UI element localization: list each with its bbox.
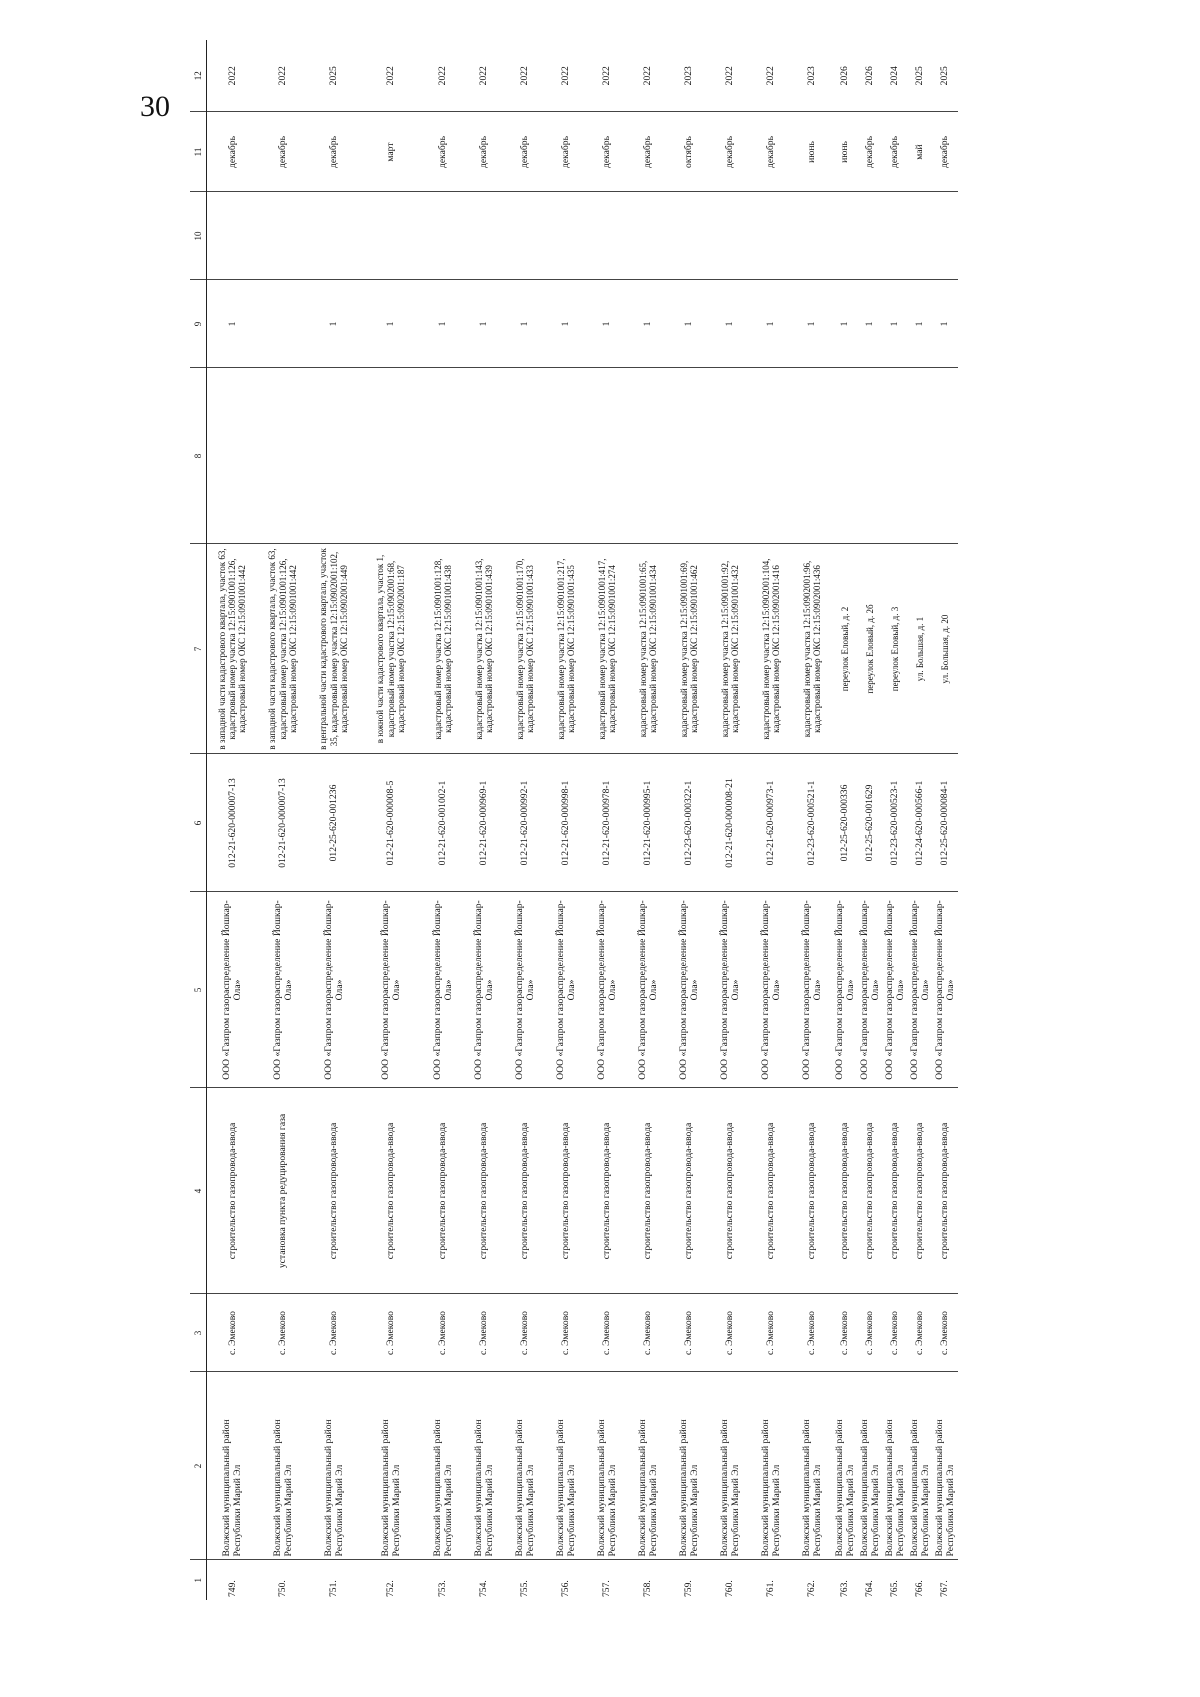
code-cell: 012-21-620-000008-21 xyxy=(710,754,751,892)
col9-cell: 1 xyxy=(546,280,587,368)
column-header: 4 xyxy=(190,1088,207,1294)
col9-cell: 1 xyxy=(710,280,751,368)
work-type-cell: строительство газопровода-ввода xyxy=(858,1088,883,1294)
year-cell: 2025 xyxy=(933,40,958,112)
organization-cell: ООО «Газпром газораспределение Йошкар-Ола» xyxy=(933,892,958,1088)
district-cell: Волжский муниципальный район Республики Марий Эл xyxy=(360,1372,423,1560)
col9-cell: 1 xyxy=(309,280,360,368)
col10-cell xyxy=(883,192,908,280)
year-cell: 2022 xyxy=(751,40,792,112)
month-cell: декабрь xyxy=(258,112,309,192)
col9-cell: 1 xyxy=(505,280,546,368)
col8-cell xyxy=(883,368,908,544)
month-cell: декабрь xyxy=(505,112,546,192)
work-type-cell: строительство газопровода-ввода xyxy=(309,1088,360,1294)
work-type-cell: строительство газопровода-ввода xyxy=(933,1088,958,1294)
village-cell: с. Эмеково xyxy=(309,1294,360,1372)
column-header: 2 xyxy=(190,1372,207,1560)
year-cell: 2023 xyxy=(792,40,833,112)
location-cell: ул. Большая, д. 1 xyxy=(908,544,933,754)
location-cell: кадастровый номер участка 12:15:0901001:128, кадастровый номер ОКС 12:15:0901001:438 xyxy=(423,544,464,754)
village-cell: с. Эмеково xyxy=(546,1294,587,1372)
col10-cell xyxy=(464,192,505,280)
column-header: 5 xyxy=(190,892,207,1088)
table-row xyxy=(933,40,958,1600)
village-cell: с. Эмеково xyxy=(883,1294,908,1372)
row-number: 762. xyxy=(806,1580,818,1597)
column-header: 6 xyxy=(190,754,207,892)
year-cell: 2025 xyxy=(309,40,360,112)
row-number: 766. xyxy=(914,1580,926,1597)
month-cell: декабрь xyxy=(464,112,505,192)
organization-cell: ООО «Газпром газораспределение Йошкар-Ола» xyxy=(751,892,792,1088)
page-number: 30 xyxy=(140,90,170,123)
code-cell: 012-21-620-000995-1 xyxy=(628,754,669,892)
row-number: 759. xyxy=(683,1580,695,1597)
organization-cell: ООО «Газпром газораспределение Йошкар-Ола» xyxy=(546,892,587,1088)
col10-cell xyxy=(423,192,464,280)
month-cell: июнь xyxy=(792,112,833,192)
month-cell: декабрь xyxy=(207,112,258,192)
table-row xyxy=(669,40,710,1600)
organization-cell: ООО «Газпром газораспределение Йошкар-Ола» xyxy=(669,892,710,1088)
month-cell: декабрь xyxy=(858,112,883,192)
row-number: 765. xyxy=(889,1580,901,1597)
table-row xyxy=(505,40,546,1600)
district-cell: Волжский муниципальный район Республики Марий Эл xyxy=(546,1372,587,1560)
village-cell: с. Эмеково xyxy=(669,1294,710,1372)
code-cell: 012-21-620-000969-1 xyxy=(464,754,505,892)
row-number: 755. xyxy=(519,1580,531,1597)
organization-cell: ООО «Газпром газораспределение Йошкар-Ола» xyxy=(258,892,309,1088)
organization-cell: ООО «Газпром газораспределение Йошкар-Ола» xyxy=(858,892,883,1088)
year-cell: 2022 xyxy=(207,40,258,112)
column-number-row xyxy=(190,40,207,1600)
month-cell: март xyxy=(360,112,423,192)
col9-cell: 1 xyxy=(587,280,628,368)
village-cell: с. Эмеково xyxy=(423,1294,464,1372)
location-cell: ул. Большая, д. 20 xyxy=(933,544,958,754)
code-cell: 012-21-620-000973-1 xyxy=(751,754,792,892)
col10-cell xyxy=(933,192,958,280)
work-type-cell: строительство газопровода-ввода xyxy=(505,1088,546,1294)
district-cell: Волжский муниципальный район Республики Марий Эл xyxy=(751,1372,792,1560)
location-cell: в западной части кадастрового квартала, участок 63, кадастровый номер участка 12:15:0901001:126, кадастровый номер ОКС 12:15:0901001:442 xyxy=(207,544,258,754)
month-cell: май xyxy=(908,112,933,192)
month-cell: июнь xyxy=(833,112,858,192)
row-number: 760. xyxy=(724,1580,736,1597)
organization-cell: ООО «Газпром газораспределение Йошкар-Ола» xyxy=(464,892,505,1088)
row-number: 757. xyxy=(601,1580,613,1597)
column-header: 11 xyxy=(190,112,207,192)
location-cell: кадастровый номер участка 12:15:0901001:92, кадастровый номер ОКС 12:15:0901001:432 xyxy=(710,544,751,754)
column-header: 12 xyxy=(190,40,207,112)
row-number: 750. xyxy=(277,1580,289,1597)
col8-cell xyxy=(833,368,858,544)
col9-cell xyxy=(258,280,309,368)
gas-pipeline-table xyxy=(190,40,958,1600)
district-cell: Волжский муниципальный район Республики Марий Эл xyxy=(933,1372,958,1560)
code-cell: 012-21-620-000007-13 xyxy=(258,754,309,892)
month-cell: декабрь xyxy=(546,112,587,192)
year-cell: 2024 xyxy=(883,40,908,112)
col9-cell: 1 xyxy=(360,280,423,368)
work-type-cell: установка пункта редуцирования газа xyxy=(258,1088,309,1294)
col9-cell: 1 xyxy=(207,280,258,368)
month-cell: декабрь xyxy=(587,112,628,192)
village-cell: с. Эмеково xyxy=(258,1294,309,1372)
row-number: 756. xyxy=(560,1580,572,1597)
col9-cell: 1 xyxy=(423,280,464,368)
location-cell: в южной части кадастрового квартала, участок 1, кадастровый номер участка 12:15:0902001:68, кадастровый номер ОКС 12:15:0902001:187 xyxy=(360,544,423,754)
work-type-cell: строительство газопровода-ввода xyxy=(423,1088,464,1294)
col10-cell xyxy=(309,192,360,280)
col9-cell: 1 xyxy=(628,280,669,368)
location-cell: кадастровый номер участка 12:15:0902001:96, кадастровый номер ОКС 12:15:0902001:436 xyxy=(792,544,833,754)
year-cell: 2022 xyxy=(258,40,309,112)
district-cell: Волжский муниципальный район Республики Марий Эл xyxy=(883,1372,908,1560)
table-row xyxy=(546,40,587,1600)
row-number: 758. xyxy=(642,1580,654,1597)
column-header: 9 xyxy=(190,280,207,368)
code-cell: 012-25-620-001629 xyxy=(858,754,883,892)
row-number: 763. xyxy=(839,1580,851,1597)
district-cell: Волжский муниципальный район Республики Марий Эл xyxy=(710,1372,751,1560)
village-cell: с. Эмеково xyxy=(587,1294,628,1372)
district-cell: Волжский муниципальный район Республики Марий Эл xyxy=(464,1372,505,1560)
location-cell: кадастровый номер участка 12:15:0901001:217, кадастровый номер ОКС 12:15:0901001:435 xyxy=(546,544,587,754)
location-cell: кадастровый номер участка 12:15:0901001:417, кадастровый номер ОКС 12:15:0901001:274 xyxy=(587,544,628,754)
col8-cell xyxy=(669,368,710,544)
column-header: 1 xyxy=(190,1560,207,1600)
location-cell: кадастровый номер участка 12:15:0902001:104, кадастровый номер ОКС 12:15:0902001:416 xyxy=(751,544,792,754)
col8-cell xyxy=(792,368,833,544)
col10-cell xyxy=(258,192,309,280)
column-header: 7 xyxy=(190,544,207,754)
col10-cell xyxy=(792,192,833,280)
col10-cell xyxy=(546,192,587,280)
table-row xyxy=(792,40,833,1600)
district-cell: Волжский муниципальный район Республики Марий Эл xyxy=(628,1372,669,1560)
village-cell: с. Эмеково xyxy=(933,1294,958,1372)
table-row xyxy=(309,40,360,1600)
col9-cell: 1 xyxy=(833,280,858,368)
column-header: 8 xyxy=(190,368,207,544)
district-cell: Волжский муниципальный район Республики Марий Эл xyxy=(258,1372,309,1560)
col8-cell xyxy=(628,368,669,544)
table-row xyxy=(883,40,908,1600)
district-cell: Волжский муниципальный район Республики Марий Эл xyxy=(669,1372,710,1560)
table-row xyxy=(423,40,464,1600)
col10-cell xyxy=(710,192,751,280)
col10-cell xyxy=(207,192,258,280)
col8-cell xyxy=(587,368,628,544)
district-cell: Волжский муниципальный район Республики Марий Эл xyxy=(207,1372,258,1560)
district-cell: Волжский муниципальный район Республики Марий Эл xyxy=(505,1372,546,1560)
year-cell: 2026 xyxy=(833,40,858,112)
col9-cell: 1 xyxy=(883,280,908,368)
village-cell: с. Эмеково xyxy=(207,1294,258,1372)
month-cell: декабрь xyxy=(751,112,792,192)
location-cell: переулок Еловый, д. 2б xyxy=(858,544,883,754)
location-cell: кадастровый номер участка 12:15:0901001:65, кадастровый номер ОКС 12:15:0901001:434 xyxy=(628,544,669,754)
row-number: 752. xyxy=(385,1580,397,1597)
organization-cell: ООО «Газпром газораспределение Йошкар-Ола» xyxy=(792,892,833,1088)
col9-cell: 1 xyxy=(751,280,792,368)
work-type-cell: строительство газопровода-ввода xyxy=(546,1088,587,1294)
column-header: 3 xyxy=(190,1294,207,1372)
location-cell: переулок Еловый, д. 3 xyxy=(883,544,908,754)
col9-cell: 1 xyxy=(464,280,505,368)
organization-cell: ООО «Газпром газораспределение Йошкар-Ола» xyxy=(207,892,258,1088)
table-row xyxy=(628,40,669,1600)
village-cell: с. Эмеково xyxy=(360,1294,423,1372)
village-cell: с. Эмеково xyxy=(908,1294,933,1372)
village-cell: с. Эмеково xyxy=(710,1294,751,1372)
year-cell: 2022 xyxy=(587,40,628,112)
organization-cell: ООО «Газпром газораспределение Йошкар-Ола» xyxy=(908,892,933,1088)
row-number: 761. xyxy=(765,1580,777,1597)
year-cell: 2022 xyxy=(505,40,546,112)
col8-cell xyxy=(505,368,546,544)
col9-cell: 1 xyxy=(908,280,933,368)
year-cell: 2022 xyxy=(628,40,669,112)
code-cell: 012-21-620-001002-1 xyxy=(423,754,464,892)
work-type-cell: строительство газопровода-ввода xyxy=(207,1088,258,1294)
work-type-cell: строительство газопровода-ввода xyxy=(883,1088,908,1294)
year-cell: 2022 xyxy=(360,40,423,112)
location-cell: кадастровый номер участка 12:15:0901001:69, кадастровый номер ОКС 12:15:0901001:462 xyxy=(669,544,710,754)
month-cell: декабрь xyxy=(309,112,360,192)
col8-cell xyxy=(464,368,505,544)
code-cell: 012-25-620-000336 xyxy=(833,754,858,892)
organization-cell: ООО «Газпром газораспределение Йошкар-Ола» xyxy=(505,892,546,1088)
month-cell: декабрь xyxy=(423,112,464,192)
col10-cell xyxy=(669,192,710,280)
work-type-cell: строительство газопровода-ввода xyxy=(587,1088,628,1294)
table-row xyxy=(464,40,505,1600)
table-row xyxy=(908,40,933,1600)
organization-cell: ООО «Газпром газораспределение Йошкар-Ола» xyxy=(587,892,628,1088)
year-cell: 2022 xyxy=(546,40,587,112)
code-cell: 012-21-620-000998-1 xyxy=(546,754,587,892)
month-cell: декабрь xyxy=(933,112,958,192)
col8-cell xyxy=(751,368,792,544)
organization-cell: ООО «Газпром газораспределение Йошкар-Ола» xyxy=(710,892,751,1088)
table-row xyxy=(833,40,858,1600)
organization-cell: ООО «Газпром газораспределение Йошкар-Ола» xyxy=(309,892,360,1088)
month-cell: октябрь xyxy=(669,112,710,192)
column-header: 10 xyxy=(190,192,207,280)
col8-cell xyxy=(546,368,587,544)
code-cell: 012-21-620-000007-13 xyxy=(207,754,258,892)
row-number: 754. xyxy=(478,1580,490,1597)
table-row xyxy=(710,40,751,1600)
code-cell: 012-23-620-000521-1 xyxy=(792,754,833,892)
work-type-cell: строительство газопровода-ввода xyxy=(792,1088,833,1294)
location-cell: переулок Еловый, д. 2 xyxy=(833,544,858,754)
table-row xyxy=(207,40,258,1600)
district-cell: Волжский муниципальный район Республики Марий Эл xyxy=(833,1372,858,1560)
row-number: 764. xyxy=(864,1580,876,1597)
col10-cell xyxy=(587,192,628,280)
col8-cell xyxy=(933,368,958,544)
col10-cell xyxy=(833,192,858,280)
village-cell: с. Эмеково xyxy=(833,1294,858,1372)
location-cell: кадастровый номер участка 12:15:0901001:143, кадастровый номер ОКС 12:15:0901001:439 xyxy=(464,544,505,754)
village-cell: с. Эмеково xyxy=(792,1294,833,1372)
month-cell: декабрь xyxy=(883,112,908,192)
organization-cell: ООО «Газпром газораспределение Йошкар-Ола» xyxy=(883,892,908,1088)
code-cell: 012-23-620-000523-1 xyxy=(883,754,908,892)
year-cell: 2026 xyxy=(858,40,883,112)
col8-cell xyxy=(710,368,751,544)
col10-cell xyxy=(908,192,933,280)
district-cell: Волжский муниципальный район Республики Марий Эл xyxy=(309,1372,360,1560)
location-cell: в центральной части кадастрового квартала, участок 35, кадастровый номер участка 12:15:0902001:102, кадастровый номер ОКС 12:15:0902001:449 xyxy=(309,544,360,754)
row-number: 753. xyxy=(437,1580,449,1597)
location-cell: в западной части кадастрового квартала, участок 63, кадастровый номер участка 12:15:0901001:126, кадастровый номер ОКС 12:15:0901001:442 xyxy=(258,544,309,754)
village-cell: с. Эмеково xyxy=(464,1294,505,1372)
code-cell: 012-21-620-000992-1 xyxy=(505,754,546,892)
village-cell: с. Эмеково xyxy=(858,1294,883,1372)
code-cell: 012-25-620-001236 xyxy=(309,754,360,892)
code-cell: 012-21-620-000978-1 xyxy=(587,754,628,892)
year-cell: 2022 xyxy=(710,40,751,112)
col9-cell: 1 xyxy=(792,280,833,368)
table-body xyxy=(207,40,958,1600)
district-cell: Волжский муниципальный район Республики Марий Эл xyxy=(587,1372,628,1560)
village-cell: с. Эмеково xyxy=(751,1294,792,1372)
village-cell: с. Эмеково xyxy=(628,1294,669,1372)
code-cell: 012-23-620-000322-1 xyxy=(669,754,710,892)
district-cell: Волжский муниципальный район Республики Марий Эл xyxy=(908,1372,933,1560)
col8-cell xyxy=(423,368,464,544)
work-type-cell: строительство газопровода-ввода xyxy=(710,1088,751,1294)
organization-cell: ООО «Газпром газораспределение Йошкар-Ола» xyxy=(423,892,464,1088)
col8-cell xyxy=(309,368,360,544)
organization-cell: ООО «Газпром газораспределение Йошкар-Ола» xyxy=(628,892,669,1088)
month-cell: декабрь xyxy=(710,112,751,192)
col8-cell xyxy=(207,368,258,544)
col10-cell xyxy=(628,192,669,280)
work-type-cell: строительство газопровода-ввода xyxy=(669,1088,710,1294)
village-cell: с. Эмеково xyxy=(505,1294,546,1372)
code-cell: 012-25-620-000084-1 xyxy=(933,754,958,892)
code-cell: 012-24-620-000566-1 xyxy=(908,754,933,892)
year-cell: 2022 xyxy=(464,40,505,112)
district-cell: Волжский муниципальный район Республики Марий Эл xyxy=(423,1372,464,1560)
row-number: 767. xyxy=(939,1580,951,1597)
row-number: 751. xyxy=(328,1580,340,1597)
year-cell: 2022 xyxy=(423,40,464,112)
work-type-cell: строительство газопровода-ввода xyxy=(833,1088,858,1294)
table-row xyxy=(858,40,883,1600)
district-cell: Волжский муниципальный район Республики Марий Эл xyxy=(792,1372,833,1560)
year-cell: 2023 xyxy=(669,40,710,112)
district-cell: Волжский муниципальный район Республики Марий Эл xyxy=(858,1372,883,1560)
work-type-cell: строительство газопровода-ввода xyxy=(751,1088,792,1294)
organization-cell: ООО «Газпром газораспределение Йошкар-Ола» xyxy=(833,892,858,1088)
code-cell: 012-21-620-000008-5 xyxy=(360,754,423,892)
col10-cell xyxy=(505,192,546,280)
location-cell: кадастровый номер участка 12:15:0901001:170, кадастровый номер ОКС 12:15:0901001:433 xyxy=(505,544,546,754)
col8-cell xyxy=(858,368,883,544)
work-type-cell: строительство газопровода-ввода xyxy=(628,1088,669,1294)
col10-cell xyxy=(858,192,883,280)
organization-cell: ООО «Газпром газораспределение Йошкар-Ола» xyxy=(360,892,423,1088)
table-row xyxy=(360,40,423,1600)
table-container xyxy=(190,40,1020,1600)
col8-cell xyxy=(908,368,933,544)
month-cell: декабрь xyxy=(628,112,669,192)
col9-cell: 1 xyxy=(933,280,958,368)
col9-cell: 1 xyxy=(669,280,710,368)
col8-cell xyxy=(360,368,423,544)
work-type-cell: строительство газопровода-ввода xyxy=(464,1088,505,1294)
work-type-cell: строительство газопровода-ввода xyxy=(360,1088,423,1294)
row-number: 749. xyxy=(226,1580,238,1597)
col10-cell xyxy=(360,192,423,280)
table-row xyxy=(258,40,309,1600)
col10-cell xyxy=(751,192,792,280)
year-cell: 2025 xyxy=(908,40,933,112)
col8-cell xyxy=(258,368,309,544)
table-row xyxy=(751,40,792,1600)
table-row xyxy=(587,40,628,1600)
work-type-cell: строительство газопровода-ввода xyxy=(908,1088,933,1294)
col9-cell: 1 xyxy=(858,280,883,368)
